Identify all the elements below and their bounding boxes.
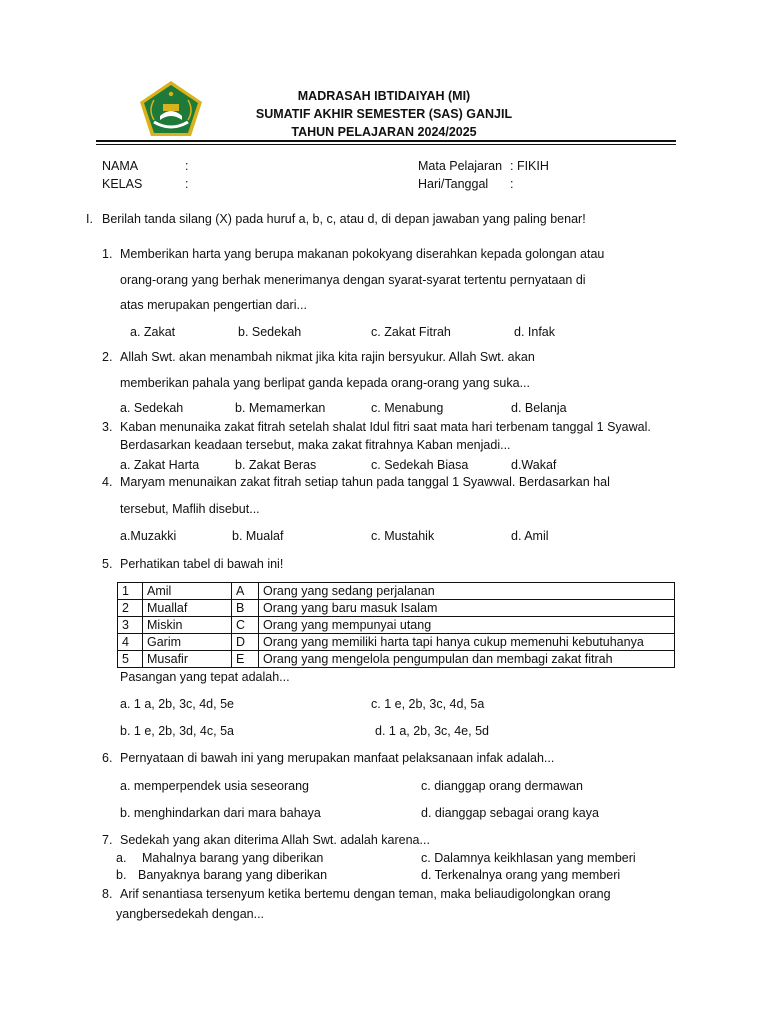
q7-option-c: c. Dalamnya keikhlasan yang memberi xyxy=(421,851,636,865)
table-row xyxy=(118,617,675,634)
q1-line2: orang-orang yang berhak menerimanya dengan syarat-syarat tertentu pernyataan di xyxy=(120,273,586,287)
table-cell-desc: Orang yang mempunyai utang xyxy=(259,617,675,634)
q5-option-c: c. 1 e, 2b, 3c, 4d, 5a xyxy=(371,697,485,711)
school-name: MADRASAH IBTIDAIYAH (MI) xyxy=(297,89,471,103)
q5-option-d: d. 1 a, 2b, 3c, 4e, 5d xyxy=(375,724,489,738)
q4-line2: tersebut, Maflih disebut... xyxy=(120,502,260,516)
exam-title: SUMATIF AKHIR SEMESTER (SAS) GANJIL xyxy=(255,107,513,121)
q6-number: 6. xyxy=(102,751,113,765)
q2-option-c: c. Menabung xyxy=(371,401,444,415)
q4-option-c: c. Mustahik xyxy=(371,529,435,543)
mapel-label: Mata Pelajaran xyxy=(418,159,503,173)
table-cell-letter: B xyxy=(232,600,259,617)
q2-line1: Allah Swt. akan menambah nikmat jika kita rajin bersyukur. Allah Swt. akan xyxy=(120,350,535,364)
table-cell-term: Muallaf xyxy=(143,600,232,617)
q7-option-b-letter: b. xyxy=(116,868,127,882)
header-divider-thick xyxy=(96,140,676,142)
q5-prompt: Pasangan yang tepat adalah... xyxy=(120,670,290,684)
table-cell-desc: Orang yang memiliki harta tapi hanya cukup memenuhi kebutuhanya xyxy=(259,634,675,651)
q1-line3: atas merupakan pengertian dari... xyxy=(120,298,307,312)
q6-option-a: a. memperpendek usia seseorang xyxy=(120,779,310,793)
q3-option-c: c. Sedekah Biasa xyxy=(371,458,469,472)
table-cell-no: 1 xyxy=(118,583,143,600)
table-cell-letter: A xyxy=(232,583,259,600)
q2-option-d: d. Belanja xyxy=(511,401,567,415)
q2-number: 2. xyxy=(102,350,113,364)
q8-number: 8. xyxy=(102,887,113,901)
q3-option-b: b. Zakat Beras xyxy=(235,458,317,472)
table-row xyxy=(118,651,675,668)
q7-option-a: Mahalnya barang yang diberikan xyxy=(142,851,324,865)
table-cell-no: 5 xyxy=(118,651,143,668)
table-cell-term: Amil xyxy=(143,583,232,600)
q6-option-b: b. menghindarkan dari mara bahaya xyxy=(120,806,321,820)
hari-value: : xyxy=(510,177,514,191)
q7-option-d: d. Terkenalnya orang yang memberi xyxy=(421,868,621,882)
q4-line1: Maryam menunaikan zakat fitrah setiap tahun pada tanggal 1 Syawwal. Berdasarkan hal xyxy=(120,475,610,489)
kelas-colon: : xyxy=(185,177,189,191)
q3-option-a: a. Zakat Harta xyxy=(120,458,200,472)
q2-line2: memberikan pahala yang berlipat ganda kepada orang-orang yang suka... xyxy=(120,376,530,390)
q4-option-d: d. Amil xyxy=(511,529,549,543)
nama-label: NAMA xyxy=(102,159,139,173)
table-cell-letter: E xyxy=(232,651,259,668)
q3-line2: Berdasarkan keadaan tersebut, maka zakat fitrahnya Kaban menjadi... xyxy=(120,438,511,452)
table-row xyxy=(118,583,675,600)
q1-option-d: d. Infak xyxy=(514,325,555,339)
q6-line1: Pernyataan di bawah ini yang merupakan manfaat pelaksanaan infak adalah... xyxy=(120,751,555,765)
header-divider-thin xyxy=(96,144,676,145)
table-cell-term: Miskin xyxy=(143,617,232,634)
q5-option-a: a. 1 a, 2b, 3c, 4d, 5e xyxy=(120,697,234,711)
table-row xyxy=(118,634,675,651)
section-number: I. xyxy=(86,212,93,226)
q4-option-a: a.Muzakki xyxy=(120,529,177,543)
section-instruction: Berilah tanda silang (X) pada huruf a, b, c, atau d, di depan jawaban yang paling benar! xyxy=(102,212,586,226)
q8-line2: yangbersedekah dengan... xyxy=(116,907,265,921)
table-row xyxy=(118,600,675,617)
q7-option-a-letter: a. xyxy=(116,851,127,865)
q3-line1: Kaban menunaika zakat fitrah setelah shalat Idul fitri saat mata hari terbenam tanggal 1 Syawal. xyxy=(120,420,651,434)
q3-option-d: d.Wakaf xyxy=(511,458,557,472)
q7-option-b: Banyaknya barang yang diberikan xyxy=(138,868,328,882)
q6-option-d: d. dianggap sebagai orang kaya xyxy=(421,806,599,820)
table-cell-no: 4 xyxy=(118,634,143,651)
table-cell-letter: D xyxy=(232,634,259,651)
table-cell-desc: Orang yang sedang perjalanan xyxy=(259,583,675,600)
q1-number: 1. xyxy=(102,247,113,261)
q7-line1: Sedekah yang akan diterima Allah Swt. adalah karena... xyxy=(120,833,430,847)
nama-colon: : xyxy=(185,159,189,173)
q1-option-a: a. Zakat xyxy=(130,325,176,339)
q2-option-a: a. Sedekah xyxy=(120,401,184,415)
matching-table xyxy=(117,582,675,668)
table-cell-term: Garim xyxy=(143,634,232,651)
q5-line1: Perhatikan tabel di bawah ini! xyxy=(120,557,284,571)
table-cell-no: 2 xyxy=(118,600,143,617)
q8-line1: Arif senantiasa tersenyum ketika bertemu dengan teman, maka beliaudigolongkan orang xyxy=(120,887,611,901)
q1-option-b: b. Sedekah xyxy=(238,325,302,339)
q1-option-c: c. Zakat Fitrah xyxy=(371,325,451,339)
q7-number: 7. xyxy=(102,833,113,847)
q2-option-b: b. Memamerkan xyxy=(235,401,326,415)
q5-number: 5. xyxy=(102,557,113,571)
table-cell-no: 3 xyxy=(118,617,143,634)
table-cell-desc: Orang yang mengelola pengumpulan dan membagi zakat fitrah xyxy=(259,651,675,668)
q4-number: 4. xyxy=(102,475,113,489)
academic-year: TAHUN PELAJARAN 2024/2025 xyxy=(291,125,477,139)
q3-number: 3. xyxy=(102,420,113,434)
kelas-label: KELAS xyxy=(102,177,143,191)
mapel-value: : FIKIH xyxy=(510,159,549,173)
table-cell-desc: Orang yang baru masuk Isalam xyxy=(259,600,675,617)
table-cell-term: Musafir xyxy=(143,651,232,668)
hari-label: Hari/Tanggal xyxy=(418,177,489,191)
q5-option-b: b. 1 e, 2b, 3d, 4c, 5a xyxy=(120,724,234,738)
table-cell-letter: C xyxy=(232,617,259,634)
q1-line1: Memberikan harta yang berupa makanan pokokyang diserahkan kepada golongan atau xyxy=(120,247,605,261)
q4-option-b: b. Mualaf xyxy=(232,529,284,543)
q6-option-c: c. dianggap orang dermawan xyxy=(421,779,583,793)
